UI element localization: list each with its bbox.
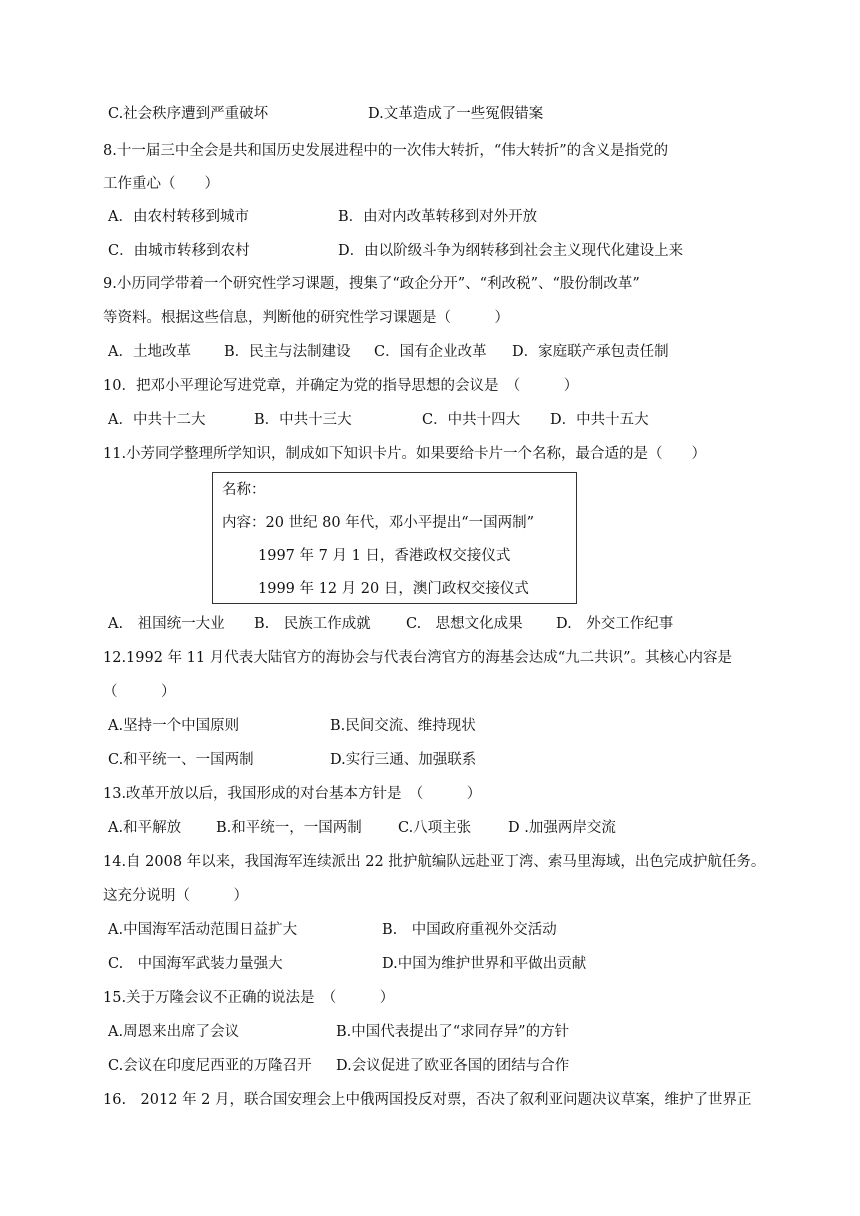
q12-stem-line2: （ ） xyxy=(103,684,176,700)
q14-option-d: D.中国为维护世界和平做出贡献 xyxy=(382,956,587,972)
q10-stem: 10．把邓小平理论写进党章，并确定为党的指导思想的会议是 （ ） xyxy=(103,378,579,394)
q9-stem-line1: 9.小历同学带着一个研究性学习课题，搜集了“政企分开”、“利改税”、“股份制改革” xyxy=(103,276,640,292)
q11-option-c: C. 思想文化成果 xyxy=(406,616,523,632)
q12-option-a: A.坚持一个中国原则 xyxy=(108,718,240,734)
card-content-line2: 1997 年 7 月 1 日，香港政权交接仪式 xyxy=(258,548,511,564)
q10-option-b: B．中共十三大 xyxy=(254,412,352,428)
q11-stem: 11.小芳同学整理所学知识，制成如下知识卡片。如果要给卡片一个名称，最合适的是（ ） xyxy=(103,446,707,462)
q9-option-c: C．国有企业改革 xyxy=(374,344,487,360)
q10-option-c: C．中共十四大 xyxy=(422,412,521,428)
q13-option-d: D .加强两岸交流 xyxy=(508,820,616,836)
q14-option-a: A.中国海军活动范围日益扩大 xyxy=(108,922,298,938)
q9-option-a: A．土地改革 xyxy=(108,344,191,360)
q11-option-d: D. 外交工作纪事 xyxy=(556,616,674,632)
q14-stem-line1: 14.自 2008 年以来，我国海军连续派出 22 批护航编队远赴亚丁湾、索马里海域，出色完成护航任务。 xyxy=(103,854,766,870)
q12-option-b: B.民间交流、维持现状 xyxy=(330,718,476,734)
q16-stem-line1: 16. 2012 年 2 月，联合国安理会上中俄两国投反对票，否决了叙利亚问题决议草案，维护了世界正 xyxy=(103,1092,752,1108)
q12-option-d: D.实行三通、加强联系 xyxy=(330,752,477,768)
knowledge-card xyxy=(212,472,577,604)
q8-option-a: A．由农村转移到城市 xyxy=(108,209,249,225)
q15-option-d: D.会议促进了欧亚各国的团结与合作 xyxy=(336,1058,570,1074)
q10-option-a: A．中共十二大 xyxy=(108,412,206,428)
q11-option-b: B. 民族工作成就 xyxy=(254,616,371,632)
q10-option-d: D．中共十五大 xyxy=(550,412,649,428)
q13-option-b: B.和平统一，一国两制 xyxy=(216,820,362,836)
q8-option-d: D．由以阶级斗争为纲转移到社会主义现代化建设上来 xyxy=(338,243,684,259)
q14-option-c: C. 中国海军武装力量强大 xyxy=(108,956,283,972)
card-name-label: 名称： xyxy=(222,482,266,498)
q15-option-a: A.周恩来出席了会议 xyxy=(108,1024,240,1040)
q9-option-b: B．民主与法制建设 xyxy=(224,344,351,360)
q13-stem: 13.改革开放以后，我国形成的对台基本方针是 （ ） xyxy=(103,786,482,802)
q12-stem-line1: 12.1992 年 11 月代表大陆官方的海协会与代表台湾官方的海基会达成“九二共识”。其核心内容是 xyxy=(103,650,733,666)
q15-stem: 15.关于万隆会议不正确的说法是 （ ） xyxy=(103,990,395,1006)
q8-stem-line1: 8.十一届三中全会是共和国历史发展进程中的一次伟大转折，“伟大转折”的含义是指党的 xyxy=(103,143,669,159)
q11-option-a: A. 祖国统一大业 xyxy=(108,616,225,632)
card-content-line3: 1999 年 12 月 20 日，澳门政权交接仪式 xyxy=(258,581,529,597)
q13-option-a: A.和平解放 xyxy=(108,820,182,836)
q15-option-c: C.会议在印度尼西亚的万隆召开 xyxy=(108,1058,312,1074)
q8-stem-line2: 工作重心（ ） xyxy=(103,176,219,192)
q15-option-b: B.中国代表提出了“求同存异”的方针 xyxy=(336,1024,570,1040)
q14-option-b: B. 中国政府重视外交活动 xyxy=(382,922,557,938)
q9-stem-line2: 等资料。根据这些信息，判断他的研究性学习课题是（ ） xyxy=(103,310,509,326)
q8-option-c: C．由城市转移到农村 xyxy=(108,243,250,259)
q12-option-c: C.和平统一、一国两制 xyxy=(108,752,254,768)
q8-option-b: B．由对内改革转移到对外开放 xyxy=(338,209,538,225)
card-content-line1: 内容：20 世纪 80 年代，邓小平提出“一国两制” xyxy=(222,515,535,531)
q14-stem-line2: 这充分说明（ ） xyxy=(103,888,248,904)
q7-option-c: C.社会秩序遭到严重破坏 xyxy=(108,106,269,122)
q7-option-d: D.文革造成了一些冤假错案 xyxy=(368,106,544,122)
q13-option-c: C.八项主张 xyxy=(398,820,472,836)
q9-option-d: D．家庭联产承包责任制 xyxy=(512,344,669,360)
